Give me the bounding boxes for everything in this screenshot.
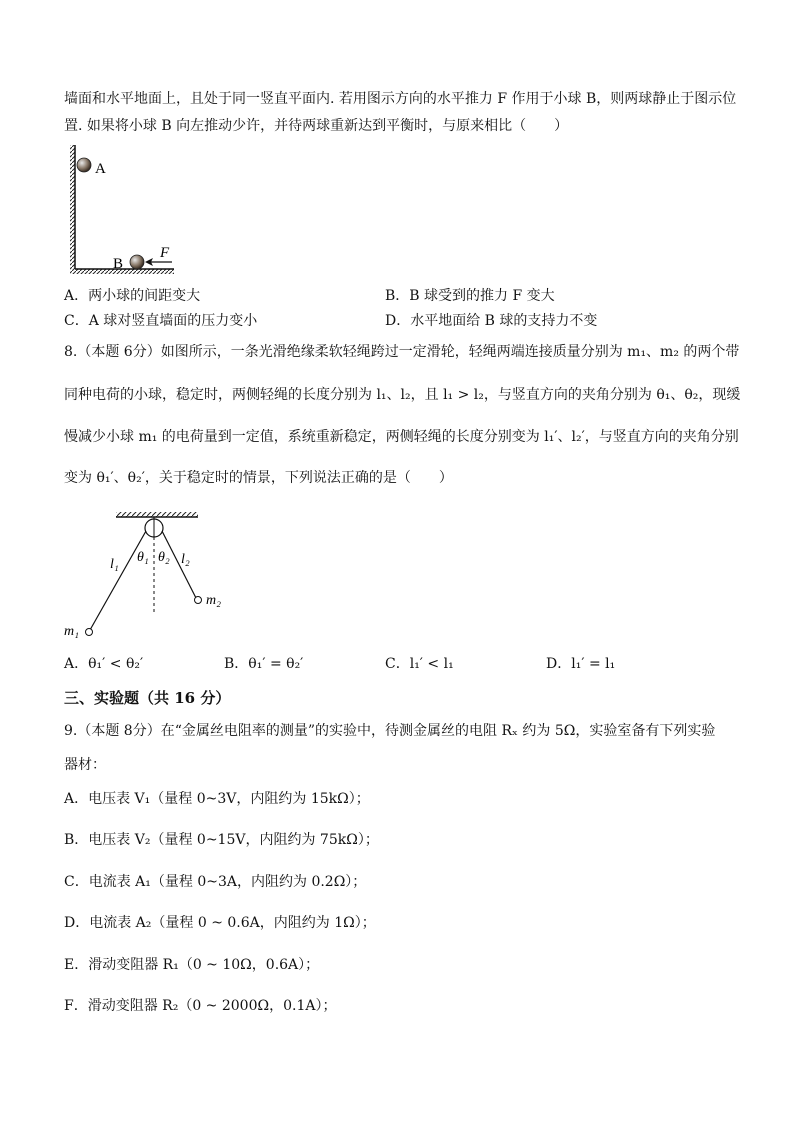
label-a: A [95,161,106,177]
rope-left [90,531,146,630]
q8-option-d[interactable]: D．l₁′ = l₁ [546,656,616,672]
label-m2: m₂ [206,593,221,608]
label-l1: l₁ [110,557,119,572]
q8-text-line2: 同种电荷的小球，稳定时，两侧轻绳的长度分别为 l₁、l₂，且 l₁ > l₂，与竖直方向的夹角分别为 θ₁、θ₂，现缓 [64,387,741,403]
label-l2: l₂ [181,552,190,567]
q8-text-line1: 8.（本题 6分）如图所示，一条光滑绝缘柔软轻绳跨过一定滑轮，轻绳两端连接质量分别为 m₁、m₂ 的两个带 [64,344,740,360]
q8-figure [62,506,232,644]
q8-option-c[interactable]: C．l₁′ < l₁ [385,656,454,672]
q7-option-b[interactable]: B．B 球受到的推力 F 变大 [385,288,555,304]
label-theta1: θ₁ [137,550,149,565]
q7-text-line2: 置. 如果将小球 B 向左推动少许，并待两球重新达到平衡时，与原来相比（ ） [64,118,569,134]
q8-option-b[interactable]: B．θ₁′ = θ₂′ [224,656,304,672]
q7-option-d[interactable]: D．水平地面给 B 球的支持力不变 [385,313,598,329]
ball-m2 [195,597,202,604]
ball-a [77,158,91,172]
q9-item-f: F．滑动变阻器 R₂（0 ~ 2000Ω，0.1A）； [64,998,337,1014]
q9-text-line2: 器材： [64,757,106,773]
label-m1: m₁ [64,624,79,639]
q9-item-a: A．电压表 V₁（量程 0~3V，内阻约为 15kΩ）； [64,791,370,807]
q9-item-d: D．电流表 A₂（量程 0 ~ 0.6A，内阻约为 1Ω）； [64,915,376,931]
q9-item-e: E．滑动变阻器 R₁（0 ~ 10Ω，0.6A）； [64,957,320,973]
q7-option-a[interactable]: A．两小球的间距变大 [64,288,201,304]
section-title: 三、实验题（共 16 分） [64,689,231,707]
q7-option-c[interactable]: C．A 球对竖直墙面的压力变小 [64,313,258,329]
ball-m1 [86,629,93,636]
q9-item-c: C．电流表 A₁（量程 0~3A，内阻约为 0.2Ω）； [64,874,367,890]
ball-b [130,255,144,269]
label-b: B [113,256,124,272]
label-f: F [160,245,170,261]
label-theta2: θ₂ [158,550,170,565]
q8-text-line4: 变为 θ₁′、θ₂′，关于稳定时的情景，下列说法正确的是（ ） [64,470,453,486]
q8-option-a[interactable]: A．θ₁′ < θ₂′ [64,656,144,672]
q8-text-line3: 慢减少小球 m₁ 的电荷量到一定值，系统重新稳定，两侧轻绳的长度分别变为 l₁′、l₂′，与竖直方向的夹角分别 [64,429,739,445]
q9-item-b: B．电压表 V₂（量程 0~15V，内阻约为 75kΩ）； [64,832,379,848]
q9-text-line1: 9.（本题 8分）在“金属丝电阻率的测量”的实验中，待测金属丝的电阻 Rₓ 约为 5Ω，实验室备有下列实验 [64,723,716,739]
q7-text-line1: 墙面和水平地面上，且处于同一竖直平面内. 若用图示方向的水平推力 F 作用于小球 B，则两球静止于图示位 [64,91,737,107]
q7-figure [64,143,180,277]
